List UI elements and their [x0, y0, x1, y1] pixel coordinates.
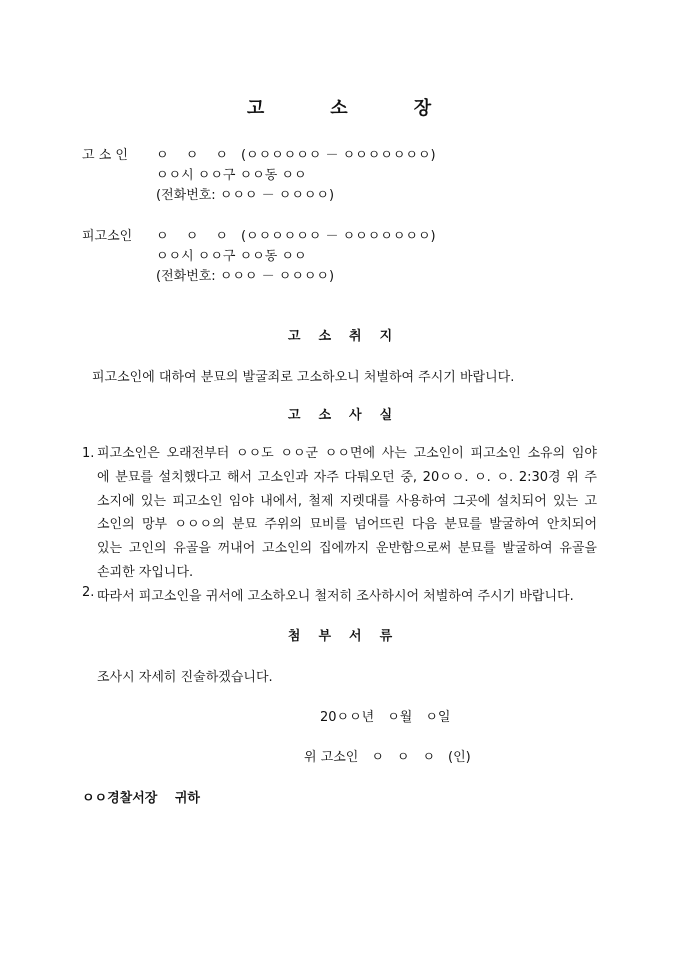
- purpose-text: 피고소인에 대하여 분묘의 발굴죄로 고소하오니 처벌하여 주시기 바랍니다.: [92, 370, 515, 385]
- facts-heading: [0, 404, 680, 423]
- attachments-text: 조사시 자세히 진술하겠습니다.: [97, 670, 273, 685]
- facts-item2-text: 따라서 피고소인을 귀서에 고소하오니 철저히 조사하시어 처벌하여 주시기 바랍니다.: [97, 589, 574, 604]
- facts-line: 피고소인은 오래전부터 ㅇㅇ도 ㅇㅇ군 ㅇㅇ면에 사는 고소인이 피고소인 소유의 임야: [97, 446, 597, 461]
- accused-label: 피고소인: [82, 229, 133, 244]
- heading-char: 취: [349, 329, 362, 344]
- heading-char: 실: [379, 408, 393, 423]
- facts-item2-number: 2.: [82, 585, 95, 600]
- complainant-name-id: ㅇ ㅇ ㅇ (ㅇㅇㅇㅇㅇㅇ － ㅇㅇㅇㅇㅇㅇㅇ): [156, 148, 436, 163]
- facts-item1-text: [97, 442, 597, 585]
- facts-item1-number: 1.: [82, 446, 95, 461]
- attachments-heading: [0, 625, 680, 644]
- document-date: 20ㅇㅇ년 ㅇ월 ㅇ일: [320, 710, 451, 725]
- heading-char: 소: [318, 329, 331, 344]
- facts-line: 소인의 망부 ㅇㅇㅇ의 분묘 주위의 묘비를 넘어뜨린 다음 분묘를 발굴하여 안치되어: [97, 517, 597, 533]
- complainant-signature: 위 고소인 ㅇ ㅇ ㅇ (인): [304, 750, 471, 765]
- heading-char: 소: [318, 408, 331, 423]
- heading-char: 류: [379, 629, 393, 644]
- heading-char: 첨: [287, 629, 301, 644]
- title-char: 장: [413, 98, 434, 119]
- heading-char: 지: [379, 329, 393, 344]
- accused-name-id: ㅇ ㅇ ㅇ (ㅇㅇㅇㅇㅇㅇ － ㅇㅇㅇㅇㅇㅇㅇ): [156, 229, 436, 244]
- heading-char: 사: [349, 408, 362, 423]
- purpose-heading: [0, 325, 680, 344]
- facts-line: 있는 고인의 유골을 꺼내어 고소인의 집에까지 운반함으로써 분묘를 발굴하여 유골을: [97, 541, 597, 557]
- document-title: [0, 94, 680, 120]
- heading-char: 부: [318, 629, 331, 644]
- accused-phone: (전화번호: ㅇㅇㅇ － ㅇㅇㅇㅇ): [156, 269, 335, 284]
- heading-char: 서: [349, 629, 362, 644]
- complainant-address: ㅇㅇ시 ㅇㅇ구 ㅇㅇ동 ㅇㅇ: [156, 168, 307, 183]
- facts-line: 에 분묘를 설치했다고 해서 고소인과 자주 다퉈오던 중, 20ㅇㅇ. ㅇ. ㅇ. 2:30경 위 주: [97, 469, 597, 485]
- facts-line: 손괴한 자입니다.: [97, 564, 194, 580]
- accused-address: ㅇㅇ시 ㅇㅇ구 ㅇㅇ동 ㅇㅇ: [156, 249, 307, 264]
- facts-line: 소지에 있는 피고소인 임야 내에서, 철제 지렛대를 사용하여 그곳에 설치되어 있는 고: [97, 493, 597, 509]
- title-char: 소: [330, 98, 350, 119]
- title-char: 고: [246, 98, 267, 119]
- complainant-label: 고 소 인: [82, 148, 128, 163]
- recipient: ㅇㅇ경찰서장 귀하: [82, 791, 200, 806]
- heading-char: 고: [287, 408, 301, 423]
- heading-char: 고: [287, 329, 301, 344]
- complainant-phone: (전화번호: ㅇㅇㅇ － ㅇㅇㅇㅇ): [156, 188, 335, 203]
